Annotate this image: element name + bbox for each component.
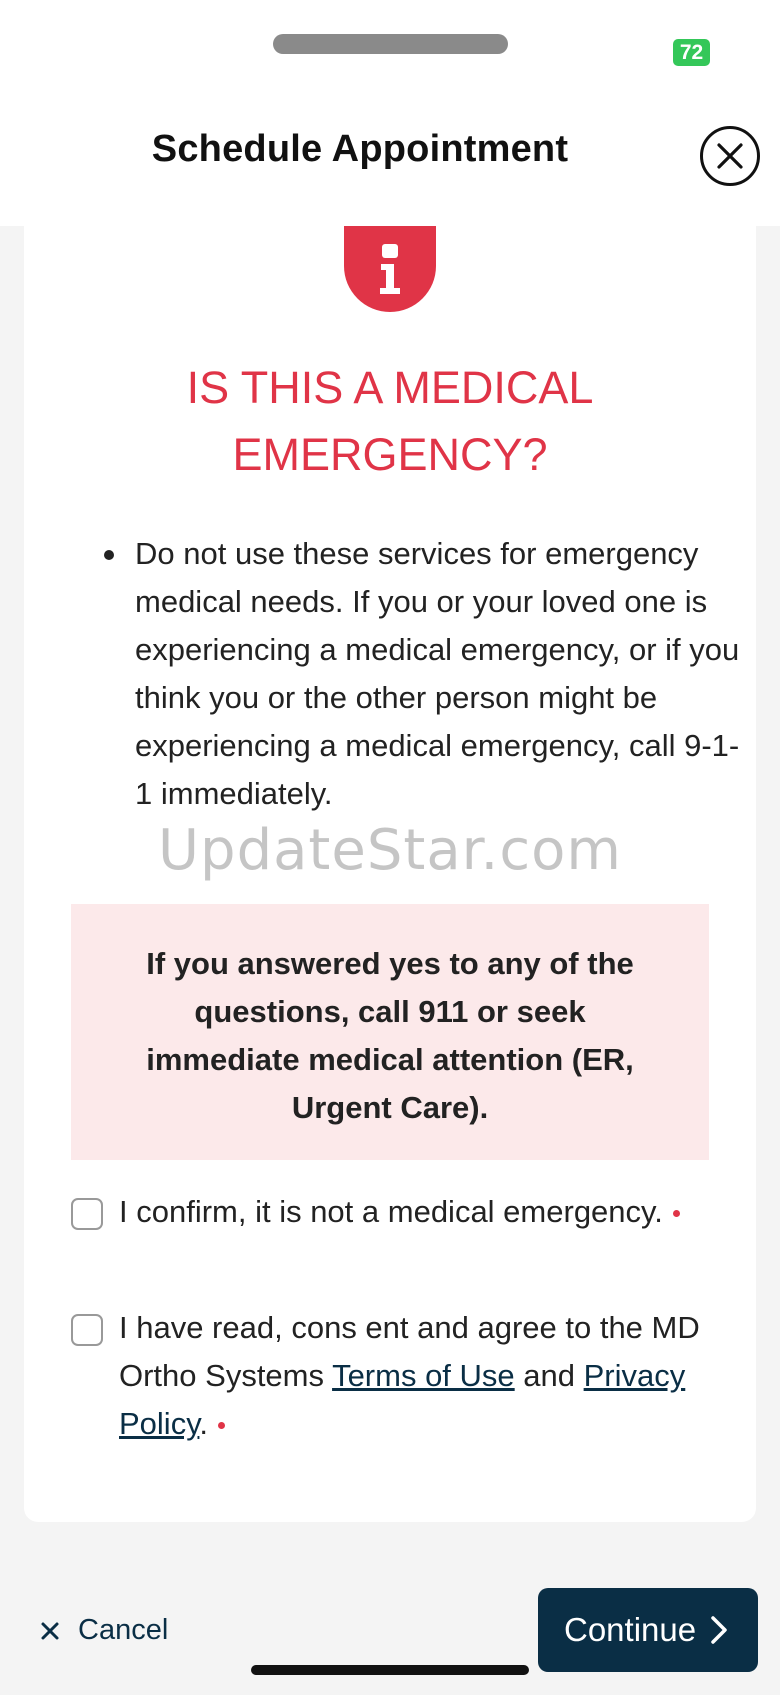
confirm-not-emergency-checkbox[interactable] <box>71 1198 103 1230</box>
close-button[interactable] <box>700 126 760 186</box>
continue-button[interactable] <box>538 1588 758 1672</box>
continue-label: Continue <box>564 1611 697 1648</box>
privacy-policy-link[interactable]: Privacy Policy <box>119 1358 686 1441</box>
emergency-warning-text: Do not use these services for emergency medical needs. If you or your loved one is experiencing a medical emergency, or if you think you or the other person might be experiencing a medical emergency, call 9-1-1 immediately. <box>104 530 744 818</box>
battery-indicator: 72 <box>673 39 710 66</box>
agree-terms-label[interactable]: I have read, cons ent and agree to the MD Ortho Systems Terms of Use and Privacy Policy. <box>119 1310 700 1441</box>
modal-header <box>0 0 780 226</box>
required-marker <box>673 1210 680 1217</box>
watermark: UpdateStar.com <box>158 818 622 883</box>
home-indicator[interactable] <box>251 1665 529 1675</box>
emergency-alert-box <box>71 904 709 1160</box>
emergency-headline: IS THIS A MEDICAL EMERGENCY? <box>186 362 594 480</box>
sheet-grabber[interactable] <box>273 34 508 54</box>
page-title: Schedule Appointment <box>151 128 569 170</box>
required-marker <box>218 1422 225 1429</box>
chevron-right-icon <box>710 1616 728 1644</box>
close-icon <box>717 143 743 169</box>
info-icon <box>344 226 436 312</box>
terms-of-use-link[interactable]: Terms of Use <box>332 1358 515 1393</box>
emergency-notice-card <box>24 226 756 1522</box>
x-icon <box>40 1621 60 1641</box>
emergency-alert-text: If you answered yes to any of the questions, call 911 or seek immediate medical attention (ER, Urgent Care). <box>146 946 634 1125</box>
cancel-label: Cancel <box>78 1614 169 1646</box>
confirm-not-emergency-label[interactable]: I confirm, it is not a medical emergency. <box>119 1188 709 1236</box>
agree-terms-checkbox[interactable] <box>71 1314 103 1346</box>
